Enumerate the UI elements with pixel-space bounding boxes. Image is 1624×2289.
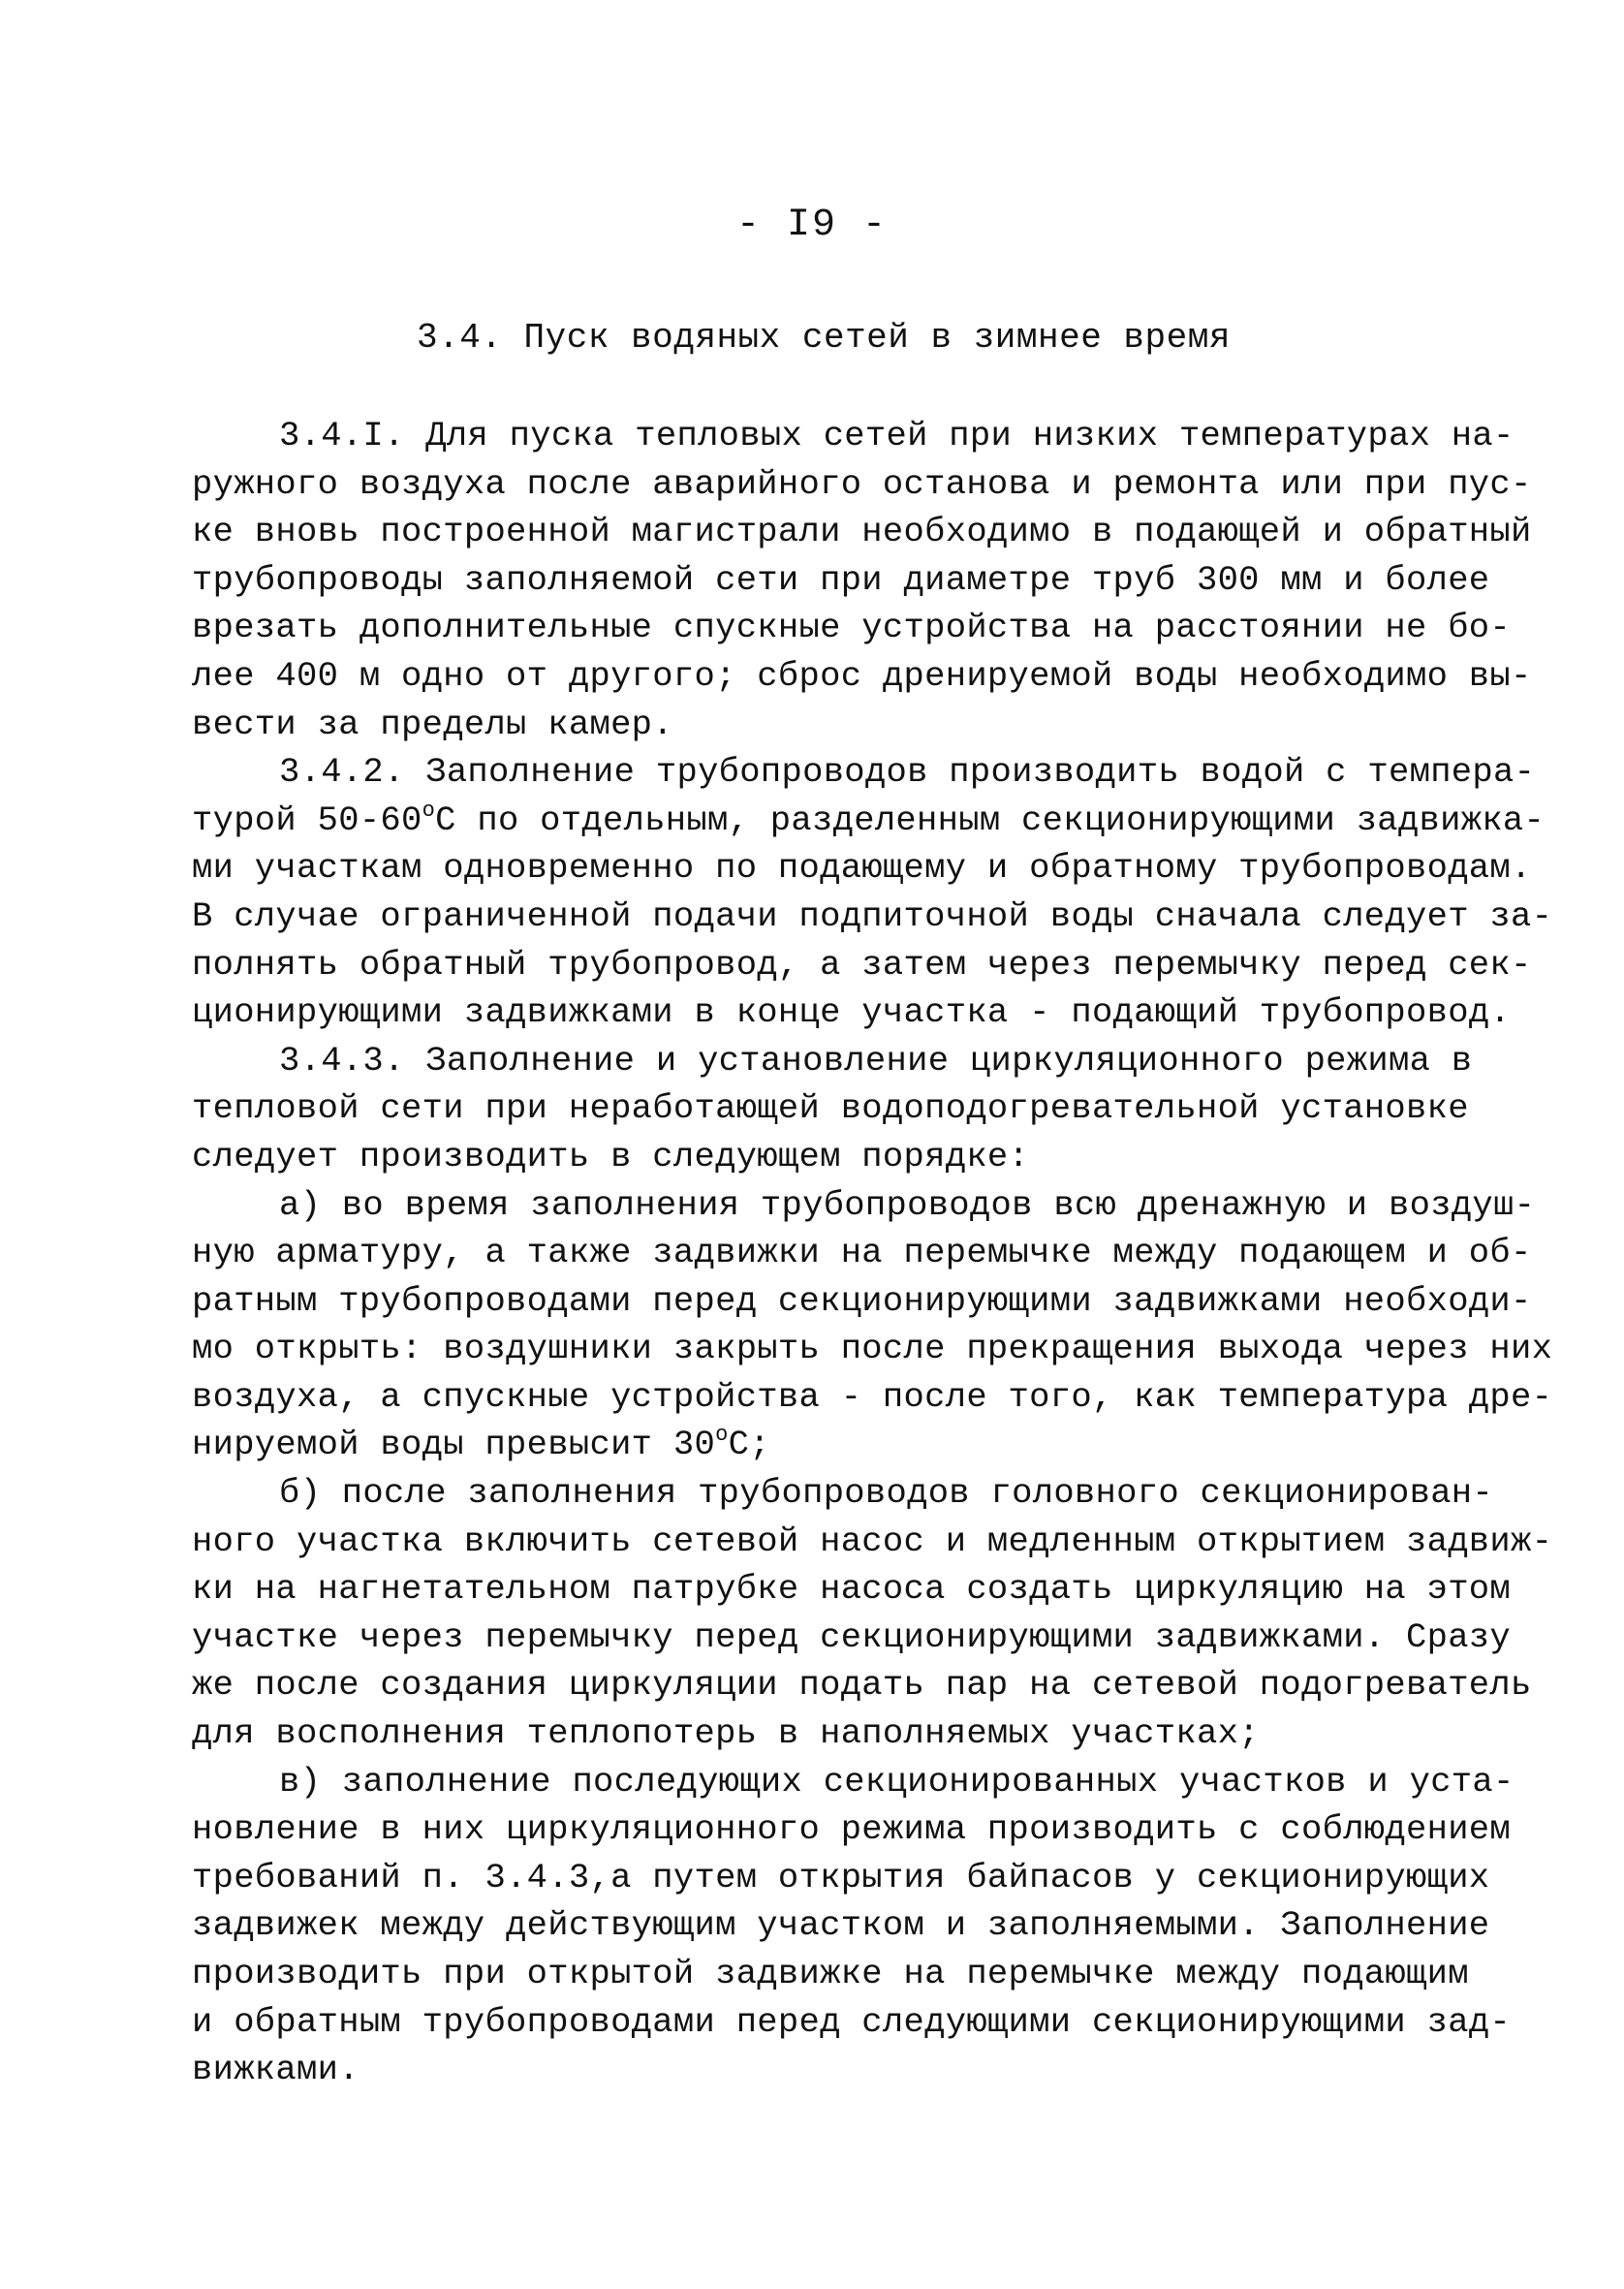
text-line (192, 1421, 1471, 1469)
degree-superscript: о (422, 798, 436, 823)
text-line: полнять обратный трубопровод, а затем через перемычку перед сек- (192, 944, 1532, 985)
text-line: а) во время заполнения трубопроводов всю дренажную и воздуш- (279, 1184, 1536, 1225)
text-line: В случае ограниченной подачи подпиточной воды сначала следует за- (192, 895, 1553, 936)
text-line: 3.4.3. Заполнение и установление циркуляционного режима в (279, 1040, 1473, 1081)
text-line: лее 400 м одно от другого; сброс дренируемой воды необходимо вы- (192, 655, 1532, 696)
text-segment: С по отдельным, разделенным секционирующими задвижка- (435, 800, 1546, 840)
text-line: для восполнения теплопотерь в наполняемых участках; (192, 1713, 1260, 1754)
text-segment: турой 50-60 (192, 800, 422, 840)
text-line: ционирующими задвижками в конце участка - подающий трубопровод. (192, 992, 1512, 1033)
text-line: вижками. (192, 2050, 359, 2090)
section-title: 3.4. Пуск водяных сетей в зимнее время (417, 318, 1231, 358)
text-line: новление в них циркуляционного режима производить с соблюдением (192, 1809, 1512, 1850)
text-line: требований п. 3.4.3,а путем открытия байпасов у секционирующих (192, 1857, 1490, 1897)
text-line: ратным трубопроводами перед секционирующими задвижками необходи- (192, 1280, 1532, 1321)
text-line: ную арматуру, а также задвижки на перемычке между подающем и об- (192, 1233, 1532, 1273)
text-line: же после создания циркуляции подать пар на сетевой подогреватель (192, 1665, 1532, 1706)
paragraph (192, 412, 1532, 748)
text-line: б) после заполнения трубопроводов головного секционирован- (279, 1473, 1494, 1514)
text-line: вести за пределы камер. (192, 704, 673, 744)
text-line: трубопроводы заполняемой сети при диаметре труб 300 мм и более (192, 559, 1490, 600)
text-line: ке вновь построенной магистрали необходимо в подающей и обратный (192, 512, 1532, 552)
page-number: - I9 - (735, 204, 889, 247)
text-line: задвижек между действующим участком и заполняемыми. Заполнение (192, 1905, 1490, 1946)
text-line: мо открыть: воздушники закрыть после прекращения выхода через них (192, 1329, 1553, 1369)
paragraph (192, 1469, 1553, 1758)
text-line: врезать дополнительные спускные устройства на расстоянии не бо- (192, 608, 1512, 648)
text-segment: С; (728, 1425, 770, 1465)
text-line: 3.4.2. Заполнение трубопроводов производить водой с темпера- (279, 752, 1536, 793)
text-segment: нируемой воды превысит 30 (192, 1425, 716, 1465)
text-line: участке через перемычку перед секционирующими задвижками. Сразу (192, 1616, 1512, 1657)
text-line: в) заполнение последующих секционированных участков и уста- (279, 1761, 1515, 1802)
paragraph (192, 1181, 1553, 1470)
text-line: 3.4.I. Для пуска тепловых сетей при низких температурах на- (279, 416, 1515, 455)
text-line: ружного воздуха после аварийного останова и ремонта или при пус- (192, 463, 1532, 504)
text-line: и обратным трубопроводами перед следующими секционирующими зад- (192, 2001, 1512, 2042)
paragraph (192, 748, 1553, 1037)
text-line: ми участкам одновременно по подающему и обратному трубопроводам. (192, 848, 1532, 889)
text-line: производить при открытой задвижке на перемычке между подающим (192, 1954, 1469, 1993)
text-line (192, 797, 1546, 845)
text-line: ки на нагнетательном патрубке насоса создать циркуляцию на этом (192, 1569, 1512, 1610)
text-line: воздуха, а спускные устройства - после того, как температура дре- (192, 1376, 1553, 1417)
text-line: тепловой сети при неработающей водоподогревательной установке (192, 1088, 1469, 1129)
text-line: следует производить в следующем порядке: (192, 1136, 1030, 1176)
paragraph (192, 1758, 1515, 2094)
body-text (192, 412, 1553, 2094)
degree-superscript: о (715, 1423, 729, 1448)
paragraph (192, 1037, 1471, 1181)
text-line: ного участка включить сетевой насос и медленным открытием задвиж- (192, 1521, 1553, 1561)
